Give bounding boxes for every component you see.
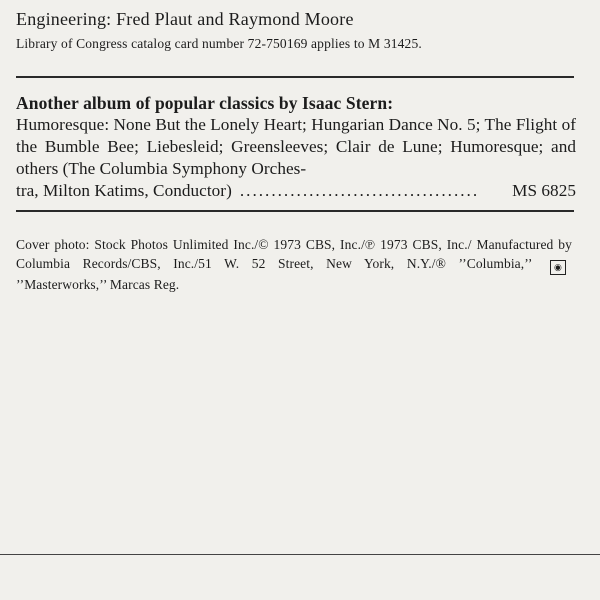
leader-dots: ...................................... bbox=[239, 181, 480, 200]
catalog-number: MS 6825 bbox=[512, 181, 576, 200]
divider-middle bbox=[16, 210, 574, 212]
album-tracklist bbox=[16, 114, 576, 202]
tracklist-last-text: tra, Milton Katims, Conductor) bbox=[16, 181, 232, 200]
album-heading: Another album of popular classics by Isaac Stern: bbox=[16, 93, 394, 113]
library-catalog-note: Library of Congress catalog card number 72-750169 applies to M 31425. bbox=[16, 36, 422, 51]
engineering-credit: Engineering: Fred Plaut and Raymond Moore bbox=[16, 9, 354, 29]
legal-credits bbox=[16, 235, 572, 294]
masterworks-logo-icon: ◉ bbox=[550, 260, 566, 275]
legal-credits-tail: ’’Masterworks,’’ Marcas Reg. bbox=[16, 277, 180, 292]
divider-top bbox=[16, 76, 574, 78]
tracklist-text: Humoresque: None But the Lonely Heart; Hungarian Dance No. 5; The Flight of the Bumble Bee; Liebesleid; Greensleeves; Clair de Lune; Humoresque; and others (The Columbia Symphony Orches- bbox=[16, 115, 576, 178]
divider-bottom bbox=[0, 554, 600, 555]
legal-credits-text: Cover photo: Stock Photos Unlimited Inc./© 1973 CBS, Inc./℗ 1973 CBS, Inc./ Manufactured by Columbia Records/CBS, Inc./51 W. 52 Street, New York, N.Y./® ’’Columbia,’’ bbox=[16, 237, 572, 271]
tracklist-last-line bbox=[16, 180, 576, 202]
